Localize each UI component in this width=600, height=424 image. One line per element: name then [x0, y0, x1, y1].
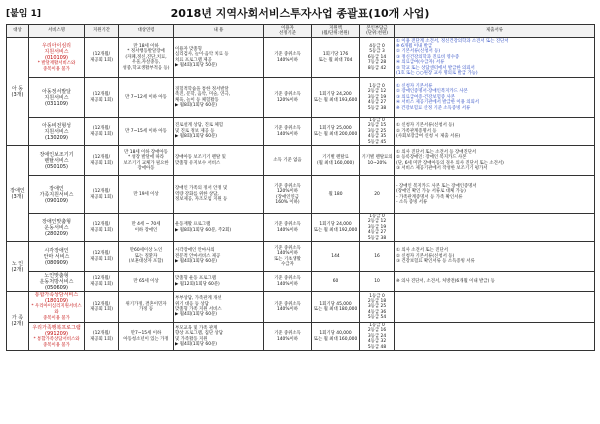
copay-cell: 1등급 0 2등급 18 3등급 25 4등급 36 5등급 54	[360, 292, 395, 323]
table-row	[7, 323, 595, 351]
table-body	[7, 38, 595, 351]
support-amount-cell: 월 180	[312, 176, 360, 214]
support-period-cell: (12개월/ 제공회 1회)	[85, 118, 119, 146]
documents-cell: - 장애인 복지카드 사본 또는 장애인증명서 (장애인 확인 가능 서류로 대체 가능) - 가족관계증명서 등 가족 확인서류 - 소득 증빙 서류	[395, 176, 595, 214]
copay-cell: 20	[360, 176, 395, 214]
target-age-cell: 만 18세 이하 * 정서행동발달장애 (자폐,정신,진단,치료, 우울,자살충동, 성중,학교생활부적응 등)	[119, 38, 174, 78]
support-period-cell: (12개월/ 제공회 1회)	[85, 146, 119, 176]
criteria-cell: 기준 중위소득 140%이하	[264, 272, 312, 292]
table-row	[7, 146, 595, 176]
content-cell: 장애인 가족의 정서 안정 및 역량 강화를 위한 상담, 정보제공, 자조모임 지원 등	[174, 176, 264, 214]
table-row	[7, 38, 595, 78]
column-header: 내 용	[174, 25, 264, 38]
support-period-cell: (12개월/ 제공회 1회)	[85, 242, 119, 272]
service-name-cell	[29, 118, 85, 146]
column-header: 지원기간	[85, 25, 119, 38]
service-name-cell	[29, 272, 85, 292]
support-period-cell: (12개월/ 제공회 1회)	[85, 323, 119, 351]
group-cell: 노 인 (2개)	[7, 242, 29, 292]
service-note: * 발달재활서비스와 중복이용 불가	[37, 60, 76, 72]
support-amount-cell: 1회기당 176 또는 월 최대 704	[312, 38, 360, 78]
service-name-cell	[29, 214, 85, 242]
service-note: * 우리아이심리지원서비스와 중복이용 불가	[31, 304, 82, 322]
documents-cell	[395, 323, 595, 351]
page-title: 2018년 지역사회서비스투자사업 종괄표(10개 사업)	[170, 7, 430, 20]
content-cell: 부모교육 및 가족 관계 향상 프로그램, 집단 상담 및 가족활동 지원 ▶ 월4회(1회당 60분)	[174, 323, 264, 351]
criteria-cell: 기준 중위소득 140%이하	[264, 118, 312, 146]
criteria-cell: 기준 중위소득 120%이하 (장애인연금 160% 이하)	[264, 176, 312, 214]
copay-cell: 4등급 0 5등급 3 6등급 14 7등급 28 8등급 42	[360, 38, 395, 78]
copay-cell: 1등급 0 2등급 12 3등급 19 4등급 27 5등급 38	[360, 214, 395, 242]
support-amount-cell: 1회기당 25,000 또는 월 최대 200,000	[312, 118, 360, 146]
service-name-cell	[29, 292, 85, 323]
documents-cell	[395, 292, 595, 323]
target-age-cell: 만 19세 이상	[119, 176, 174, 214]
service-name: 장애인보조기기 렌탈서비스 (050105)	[39, 151, 74, 170]
service-name-cell	[29, 242, 85, 272]
copay-cell: 1등급 0 2등급 16 3등급 24 4등급 32 5등급 48	[360, 323, 395, 351]
column-header: 대상연령	[119, 25, 174, 38]
support-amount-cell: 1회기당 45,000 또는 월 최대 180,000	[312, 292, 360, 323]
service-name-cell	[29, 146, 85, 176]
support-period-cell: (12개월/ 제공회 1회)	[85, 272, 119, 292]
copay-cell: 16	[360, 242, 395, 272]
column-header: 제출서류	[395, 25, 595, 38]
service-name-cell	[29, 78, 85, 118]
group-cell: 가 족 (2개)	[7, 292, 29, 351]
criteria-cell: 기준 중위소득 140%이하	[264, 292, 312, 323]
support-amount-cell: 1회기당 24,200 또는 월 최대 193,600	[312, 78, 360, 118]
support-amount-cell: 기기별 렌탈료 (월 최대 160,000)	[312, 146, 360, 176]
content-cell: 시각장애인 안마사의 전문적 안마서비스 제공 ▶ 월4회(1회당 60분)	[174, 242, 264, 272]
target-age-cell: 만 7~15세 이하 아동	[119, 118, 174, 146]
table-row	[7, 214, 595, 242]
table-row	[7, 78, 595, 118]
service-name: 통합가족상담서비스 (180109)	[34, 292, 79, 305]
criteria-cell: 기준 중위소득 120%이하	[264, 78, 312, 118]
service-name: 아동비전형성 지원서비스 (130209)	[42, 122, 71, 141]
service-name: 우리아이심리 지원서비스 (010109)	[42, 42, 71, 61]
target-age-cell: 만 65세 이상	[119, 272, 174, 292]
attachment-tag: [붙임 1]	[6, 9, 42, 19]
documents-cell: ① 이용 전단계 소견서, 정신건강의학과 소견서 또는 진단서 ※ 6개월 이내 발급 ② 기본서류(신청서 등) ③ 정신건강의학과 진료비 영수증 ④ 의료급여(수급자) 서류 ⑤ 학교 또는 상담센터에서 발급한 의뢰서 (1호 또는 ○○원장 교사 명의로 발급 가능)	[395, 38, 595, 78]
support-amount-cell: 60	[312, 272, 360, 292]
copay-cell: 기기별 렌탈료의 10~20%	[360, 146, 395, 176]
documents-cell: ① 신청자 기본서류(신청서 등) ② 가족관계증명서 등 (사회보장급여 신청 시 제출 서류)	[395, 118, 595, 146]
target-age-cell: 만 7~12세 이하 아동	[119, 78, 174, 118]
criteria-cell: 기준 중위소득 140%이하	[264, 214, 312, 242]
summary-table	[6, 24, 595, 351]
target-age-cell: 만 4세 ~ 70세 이하 장애인	[119, 214, 174, 242]
content-cell: 장애아동 보조기기 렌탈 및 맞춤형 유지보수 서비스	[174, 146, 264, 176]
support-amount-cell: 144	[312, 242, 360, 272]
copay-cell: 1등급 0 2등급 12 3등급 19 4등급 27 5등급 38	[360, 78, 395, 118]
table-row	[7, 118, 595, 146]
content-cell: 맞춤형 운동 프로그램 ▶ 월12회(1회당 60분)	[174, 272, 264, 292]
content-cell: 이용자 맞춤형 심리검사, 놀이·음악 치료 등 치료 프로그램 제공 ▶ 월4회(1회당 50분)	[174, 38, 264, 78]
support-period-cell: (12개월/ 제공회 1회)	[85, 292, 119, 323]
column-header: 지원액 (월/단위:천원)	[312, 25, 360, 38]
criteria-cell: 기준 중위소득 140%이하	[264, 323, 312, 351]
support-period-cell: (12개월/ 제공회 1회)	[85, 176, 119, 214]
service-note: * 통합가족상담서비스와 중복이용 불가	[33, 336, 80, 348]
group-cell: 아 동 (3개)	[7, 38, 29, 146]
column-header: 이용자 선정기준	[264, 25, 312, 38]
content-cell: 부부상담, 가족관계 개선 위기 대응 등 상담 맞춤형 가족 지원 서비스 ▶ 월4회(1회당 60분)	[174, 292, 264, 323]
copay-cell: 10	[360, 272, 395, 292]
service-name-cell	[29, 176, 85, 214]
copay-cell: 1등급 0 2등급 15 3등급 25 4등급 35 5등급 45	[360, 118, 395, 146]
table-row	[7, 176, 595, 214]
service-name-cell	[29, 323, 85, 351]
table-row	[7, 272, 595, 292]
documents-cell: ① 의사 소견서 또는 진단서 ② 신청자 기본서류(신청서 등) ③ 건강보험료 확인서류 등 소득증빙 서류	[395, 242, 595, 272]
content-cell: 운동재활 프로그램 ▶ 월8회(1회당 60분, 주2회)	[174, 214, 264, 242]
service-name: 장애인 가족지원서비스 (090109)	[39, 185, 74, 204]
criteria-cell: 기준 중위소득 140%이하 또는 기초생활 수급자	[264, 242, 312, 272]
support-period-cell: (12개월/ 제공회 1회)	[85, 214, 119, 242]
group-cell: 장애인 (3개)	[7, 146, 29, 242]
target-age-cell: 만60세이상 노인 또는 질환자 (보훈대상자 포함)	[119, 242, 174, 272]
support-period-cell: (12개월/ 제공회 1회)	[85, 38, 119, 78]
service-name: 아동정서발달 지원서비스 (031109)	[42, 88, 71, 107]
criteria-cell: 기준 중위소득 140%이하	[264, 38, 312, 78]
target-age-cell: 만7~15세 이하 아동청소년이 있는 가정	[119, 323, 174, 351]
column-header: 본인부담금 (단위:천원)	[360, 25, 395, 38]
documents-cell	[395, 214, 595, 242]
service-name: 장애인맞춤형 운동서비스 (280209)	[42, 218, 71, 237]
documents-cell: ① 의사 진단서 또는 소견서 등 장애진단서 ② 등록장애인: 장애인 복지카드 사본 (단, 6세 미만 장애아동의 경우 의사 진단서 또는 소견서) ③ 서비스 제공기관에서 작성한 보조기기 평가서	[395, 146, 595, 176]
support-period-cell: (12개월/ 제공회 1회)	[85, 78, 119, 118]
support-amount-cell: 1회기당 24,000 또는 월 최대 192,000	[312, 214, 360, 242]
documents-cell: ① 신청자 기본서류 ② 장애인증명서·장애인복지카드 사본 ③ 의료급여증·건강보험증 사본 ④ 서비스 제공기관에서 발급한 이용 의뢰서 ※ 건강보험료 산정 기준 소득증빙 서류	[395, 78, 595, 118]
support-amount-cell: 1회기당 40,000 또는 월 최대 160,000	[312, 323, 360, 351]
service-name: 노인맞춤형 운동처방서비스 (050609)	[39, 272, 74, 291]
target-age-cell: 만 18세 이하 장애아동 * 성장 발달에 따라 보조기기 교체가 필요한 장애아동	[119, 146, 174, 176]
service-name: 시각장애인 안마 서비스 (080909)	[43, 247, 70, 266]
column-header: 서비스명	[29, 25, 85, 38]
content-cell: 진로설계 상담, 진로 체험 및 진로 정보 제공 등 ▶ 월8회(1회당 60분)	[174, 118, 264, 146]
content-cell: 경험적학습을 통한 정서발달 촉진, 문학, 음악, 미술, 연극, 체육, 놀이 등 체험활동 ▶ 월8회(1회당 60분)	[174, 78, 264, 118]
header	[6, 4, 594, 24]
documents-cell: ※ 의사 진단서, 소견서, 처방전(6개월 이내 발급) 등	[395, 272, 595, 292]
criteria-cell: 소득 기준 없음	[264, 146, 312, 176]
table-header-row	[7, 25, 595, 38]
column-header: 대상	[7, 25, 29, 38]
table-row	[7, 292, 595, 323]
service-name-cell	[29, 38, 85, 78]
table-row	[7, 242, 595, 272]
service-name: 우리가족행복프로그램 (991209)	[32, 324, 81, 337]
target-age-cell: 위기가정, 결혼이민자 가정 등	[119, 292, 174, 323]
